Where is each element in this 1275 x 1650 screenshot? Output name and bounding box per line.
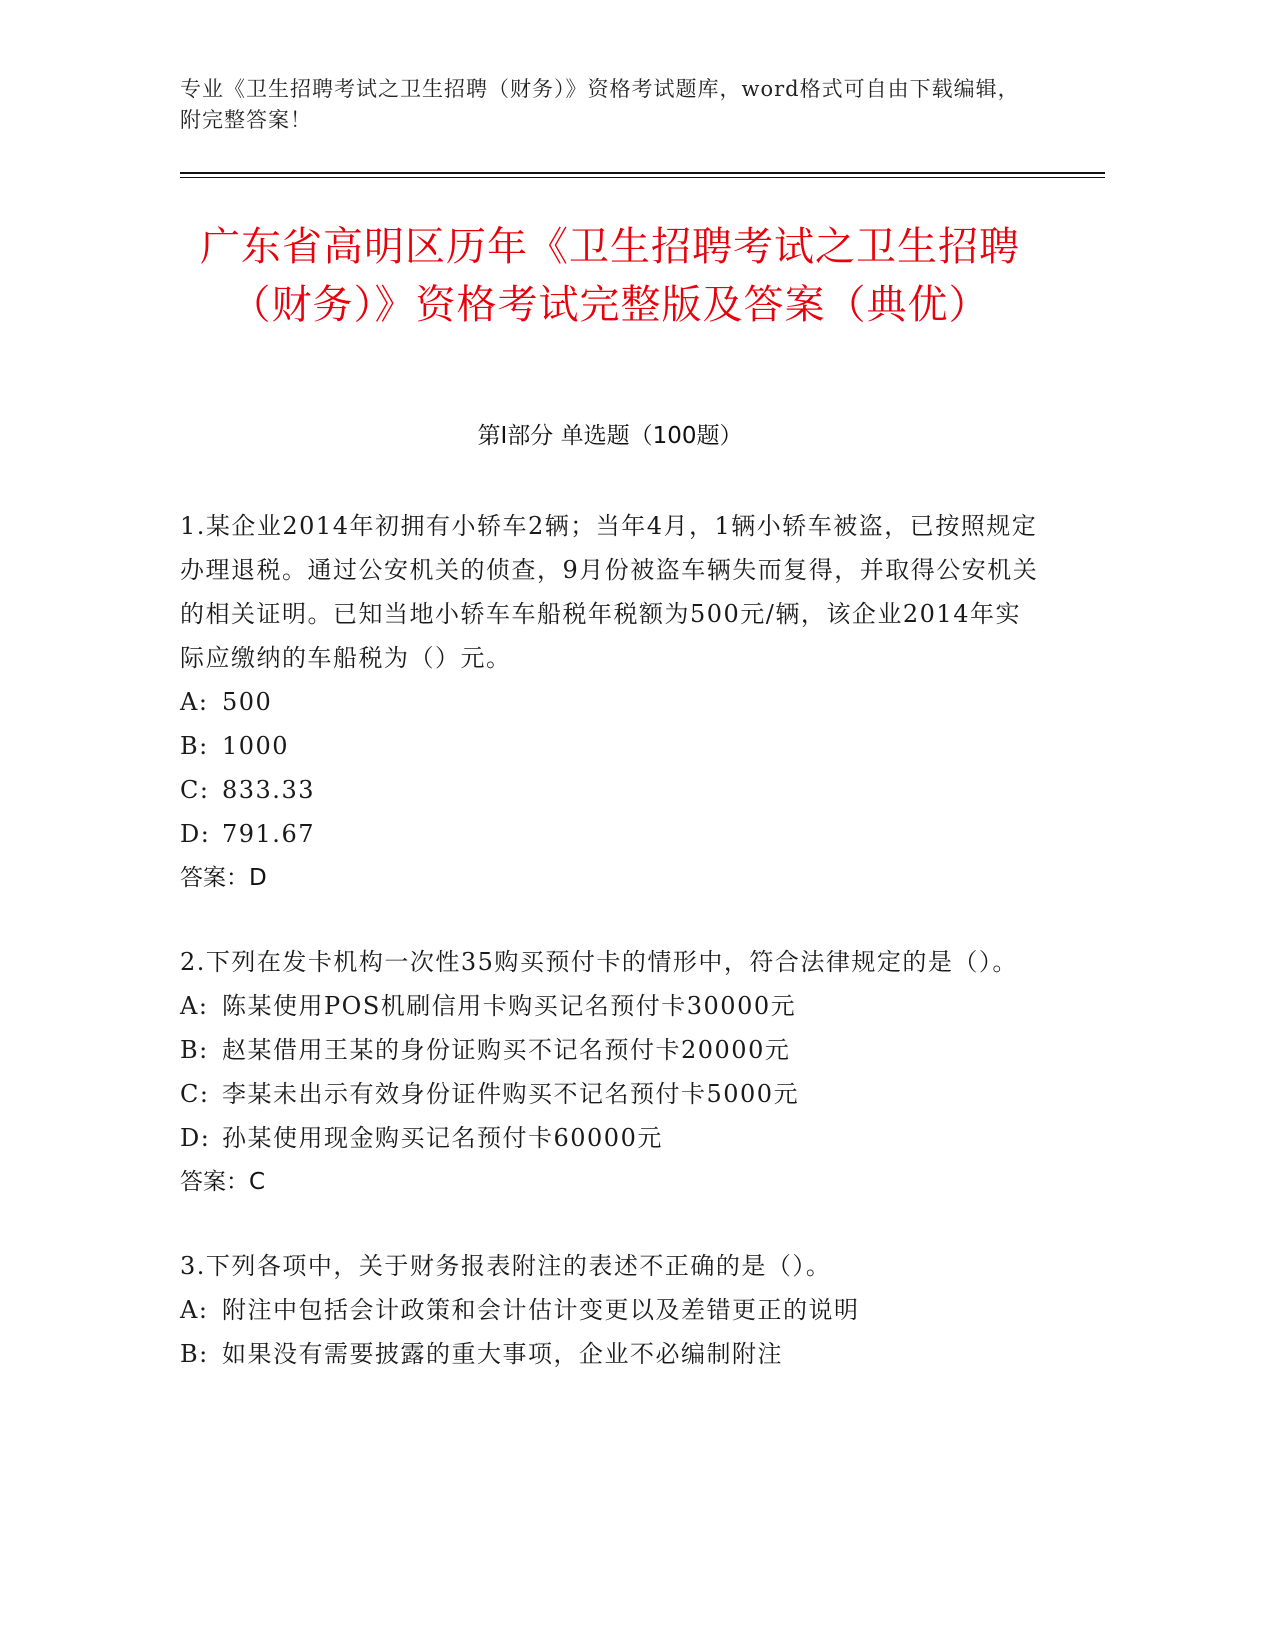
option-key: A:	[180, 992, 209, 1020]
option-a	[180, 984, 1040, 1028]
option-key: A:	[180, 1296, 209, 1324]
option-key: D:	[180, 1124, 211, 1152]
option-a	[180, 1288, 1040, 1332]
header-divider-thick	[180, 172, 1105, 174]
option-key: D:	[180, 820, 211, 848]
document-title: 广东省高明区历年《卫生招聘考试之卫生招聘（财务）》资格考试完整版及答案（典优）	[200, 224, 1020, 328]
option-text: 833.33	[222, 776, 315, 804]
question-3	[180, 1244, 1040, 1376]
option-d	[180, 1116, 1040, 1160]
question-stem: 3.下列各项中，关于财务报表附注的表述不正确的是（）。	[180, 1252, 832, 1280]
option-key: C:	[180, 1080, 210, 1108]
option-c	[180, 768, 1040, 812]
option-b	[180, 724, 1040, 768]
option-d	[180, 812, 1040, 856]
section-title: 第Ⅰ部分 单选题（100题）	[477, 423, 743, 449]
option-key: B:	[180, 732, 209, 760]
option-key: A:	[180, 688, 209, 716]
header-divider-thin	[180, 177, 1105, 178]
question-list	[180, 504, 1040, 1416]
option-c	[180, 1072, 1040, 1116]
option-text: 赵某借用王某的身份证购买不记名预付卡20000元	[222, 1036, 791, 1064]
option-b	[180, 1028, 1040, 1072]
option-text: 如果没有需要披露的重大事项，企业不必编制附注	[222, 1340, 783, 1368]
option-key: B:	[180, 1340, 209, 1368]
question-stem: 1.某企业2014年初拥有小轿车2辆；当年4月，1辆小轿车被盗，已按照规定办理退税。通过公安机关的侦查，9月份被盗车辆失而复得，并取得公安机关的相关证明。已知当地小轿车车船税年税额为500元/辆，该企业2014年实际应缴纳的车船税为（）元。	[180, 512, 1039, 672]
question-2	[180, 940, 1040, 1204]
answer-line: 答案：C	[180, 1169, 266, 1195]
question-stem: 2.下列在发卡机构一次性35购买预付卡的情形中，符合法律规定的是（）。	[180, 948, 1018, 976]
option-key: C:	[180, 776, 210, 804]
answer-line: 答案：D	[180, 865, 267, 891]
option-text: 1000	[222, 732, 290, 760]
option-text: 陈某使用POS机刷信用卡购买记名预付卡30000元	[222, 992, 797, 1020]
option-text: 孙某使用现金购买记名预付卡60000元	[222, 1124, 663, 1152]
question-1	[180, 504, 1040, 900]
option-text: 500	[222, 688, 273, 716]
option-text: 附注中包括会计政策和会计估计变更以及差错更正的说明	[222, 1296, 860, 1324]
option-a	[180, 680, 1040, 724]
option-text: 791.67	[222, 820, 315, 848]
header-note: 专业《卫生招聘考试之卫生招聘（财务）》资格考试题库，word格式可自由下载编辑，附完整答案！	[180, 77, 1020, 132]
option-key: B:	[180, 1036, 209, 1064]
option-text: 李某未出示有效身份证件购买不记名预付卡5000元	[222, 1080, 800, 1108]
option-b	[180, 1332, 1040, 1376]
